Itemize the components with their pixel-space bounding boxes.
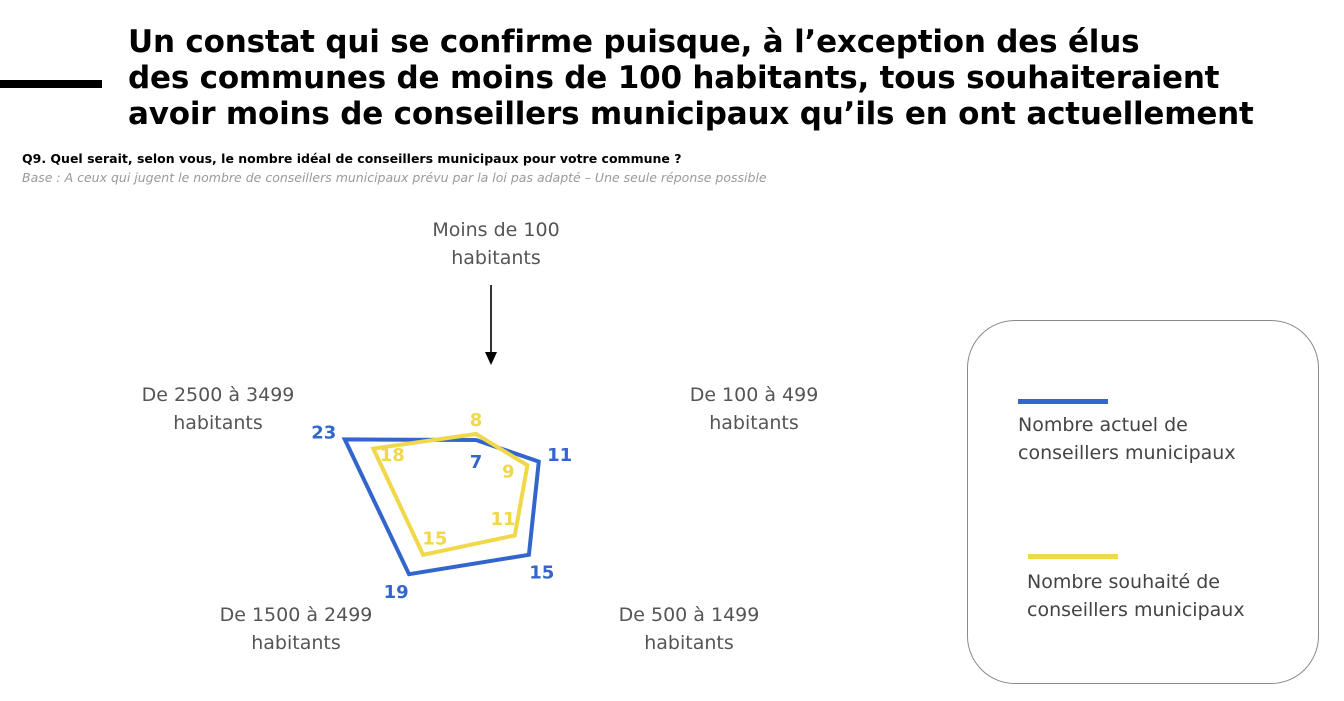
category-label: [142, 384, 295, 434]
category-label: [690, 384, 819, 434]
category-label-line: habitants: [709, 412, 799, 434]
value-label-actuel: 23: [311, 422, 337, 444]
category-label-line: habitants: [173, 412, 263, 434]
title-line: avoir moins de conseillers municipaux qu’ils en ont actuellement: [128, 96, 1254, 132]
value-label-souhaite: 11: [490, 509, 516, 531]
category-label-line: Moins de 100: [432, 219, 560, 241]
value-label-souhaite: 15: [422, 528, 448, 550]
value-label-actuel: 15: [529, 562, 555, 584]
value-label-souhaite: 8: [469, 410, 483, 431]
title-line: Un constat qui se confirme puisque, à l’exception des élus: [128, 24, 1140, 60]
category-label-line: De 100 à 499: [689, 384, 819, 406]
category-label-line: habitants: [451, 247, 541, 269]
value-label-souhaite: 9: [502, 461, 515, 483]
category-label: [432, 219, 559, 269]
category-label-line: De 1500 à 2499: [219, 604, 373, 626]
legend-label-souhaite: [1027, 568, 1245, 624]
value-label-actuel: 7: [469, 452, 483, 473]
title-line: des communes de moins de 100 habitants, tous souhaiteraient: [128, 60, 1220, 96]
legend-label-line: conseillers municipaux: [1027, 599, 1245, 621]
category-label: [619, 604, 760, 654]
value-label-actuel: 11: [547, 444, 573, 466]
legend-label-line: Nombre actuel de: [1018, 414, 1188, 436]
category-label-line: De 500 à 1499: [618, 604, 760, 626]
legend-label-actuel: [1018, 411, 1236, 467]
value-label-souhaite: 18: [379, 444, 405, 466]
value-label-actuel: 19: [383, 582, 409, 603]
category-label-line: habitants: [251, 632, 341, 654]
base-text: Base : A ceux qui jugent le nombre de conseillers municipaux prévu par la loi pas adapté – Une seule réponse possible: [22, 170, 767, 185]
legend-box: [967, 320, 1319, 684]
series-actuel-polygon: [345, 439, 539, 574]
legend-label-line: conseillers municipaux: [1018, 442, 1236, 464]
category-label-line: De 2500 à 3499: [141, 384, 295, 406]
legend-label-line: Nombre souhaité de: [1027, 571, 1220, 593]
category-label-line: habitants: [644, 632, 734, 654]
legend-swatch-souhaite: [1028, 554, 1118, 559]
category-label: [220, 604, 373, 654]
question-text: Q9. Quel serait, selon vous, le nombre idéal de conseillers municipaux pour votre commune ?: [22, 151, 682, 166]
annotation-arrow-head: [485, 352, 497, 365]
legend-swatch-actuel: [1018, 399, 1108, 404]
